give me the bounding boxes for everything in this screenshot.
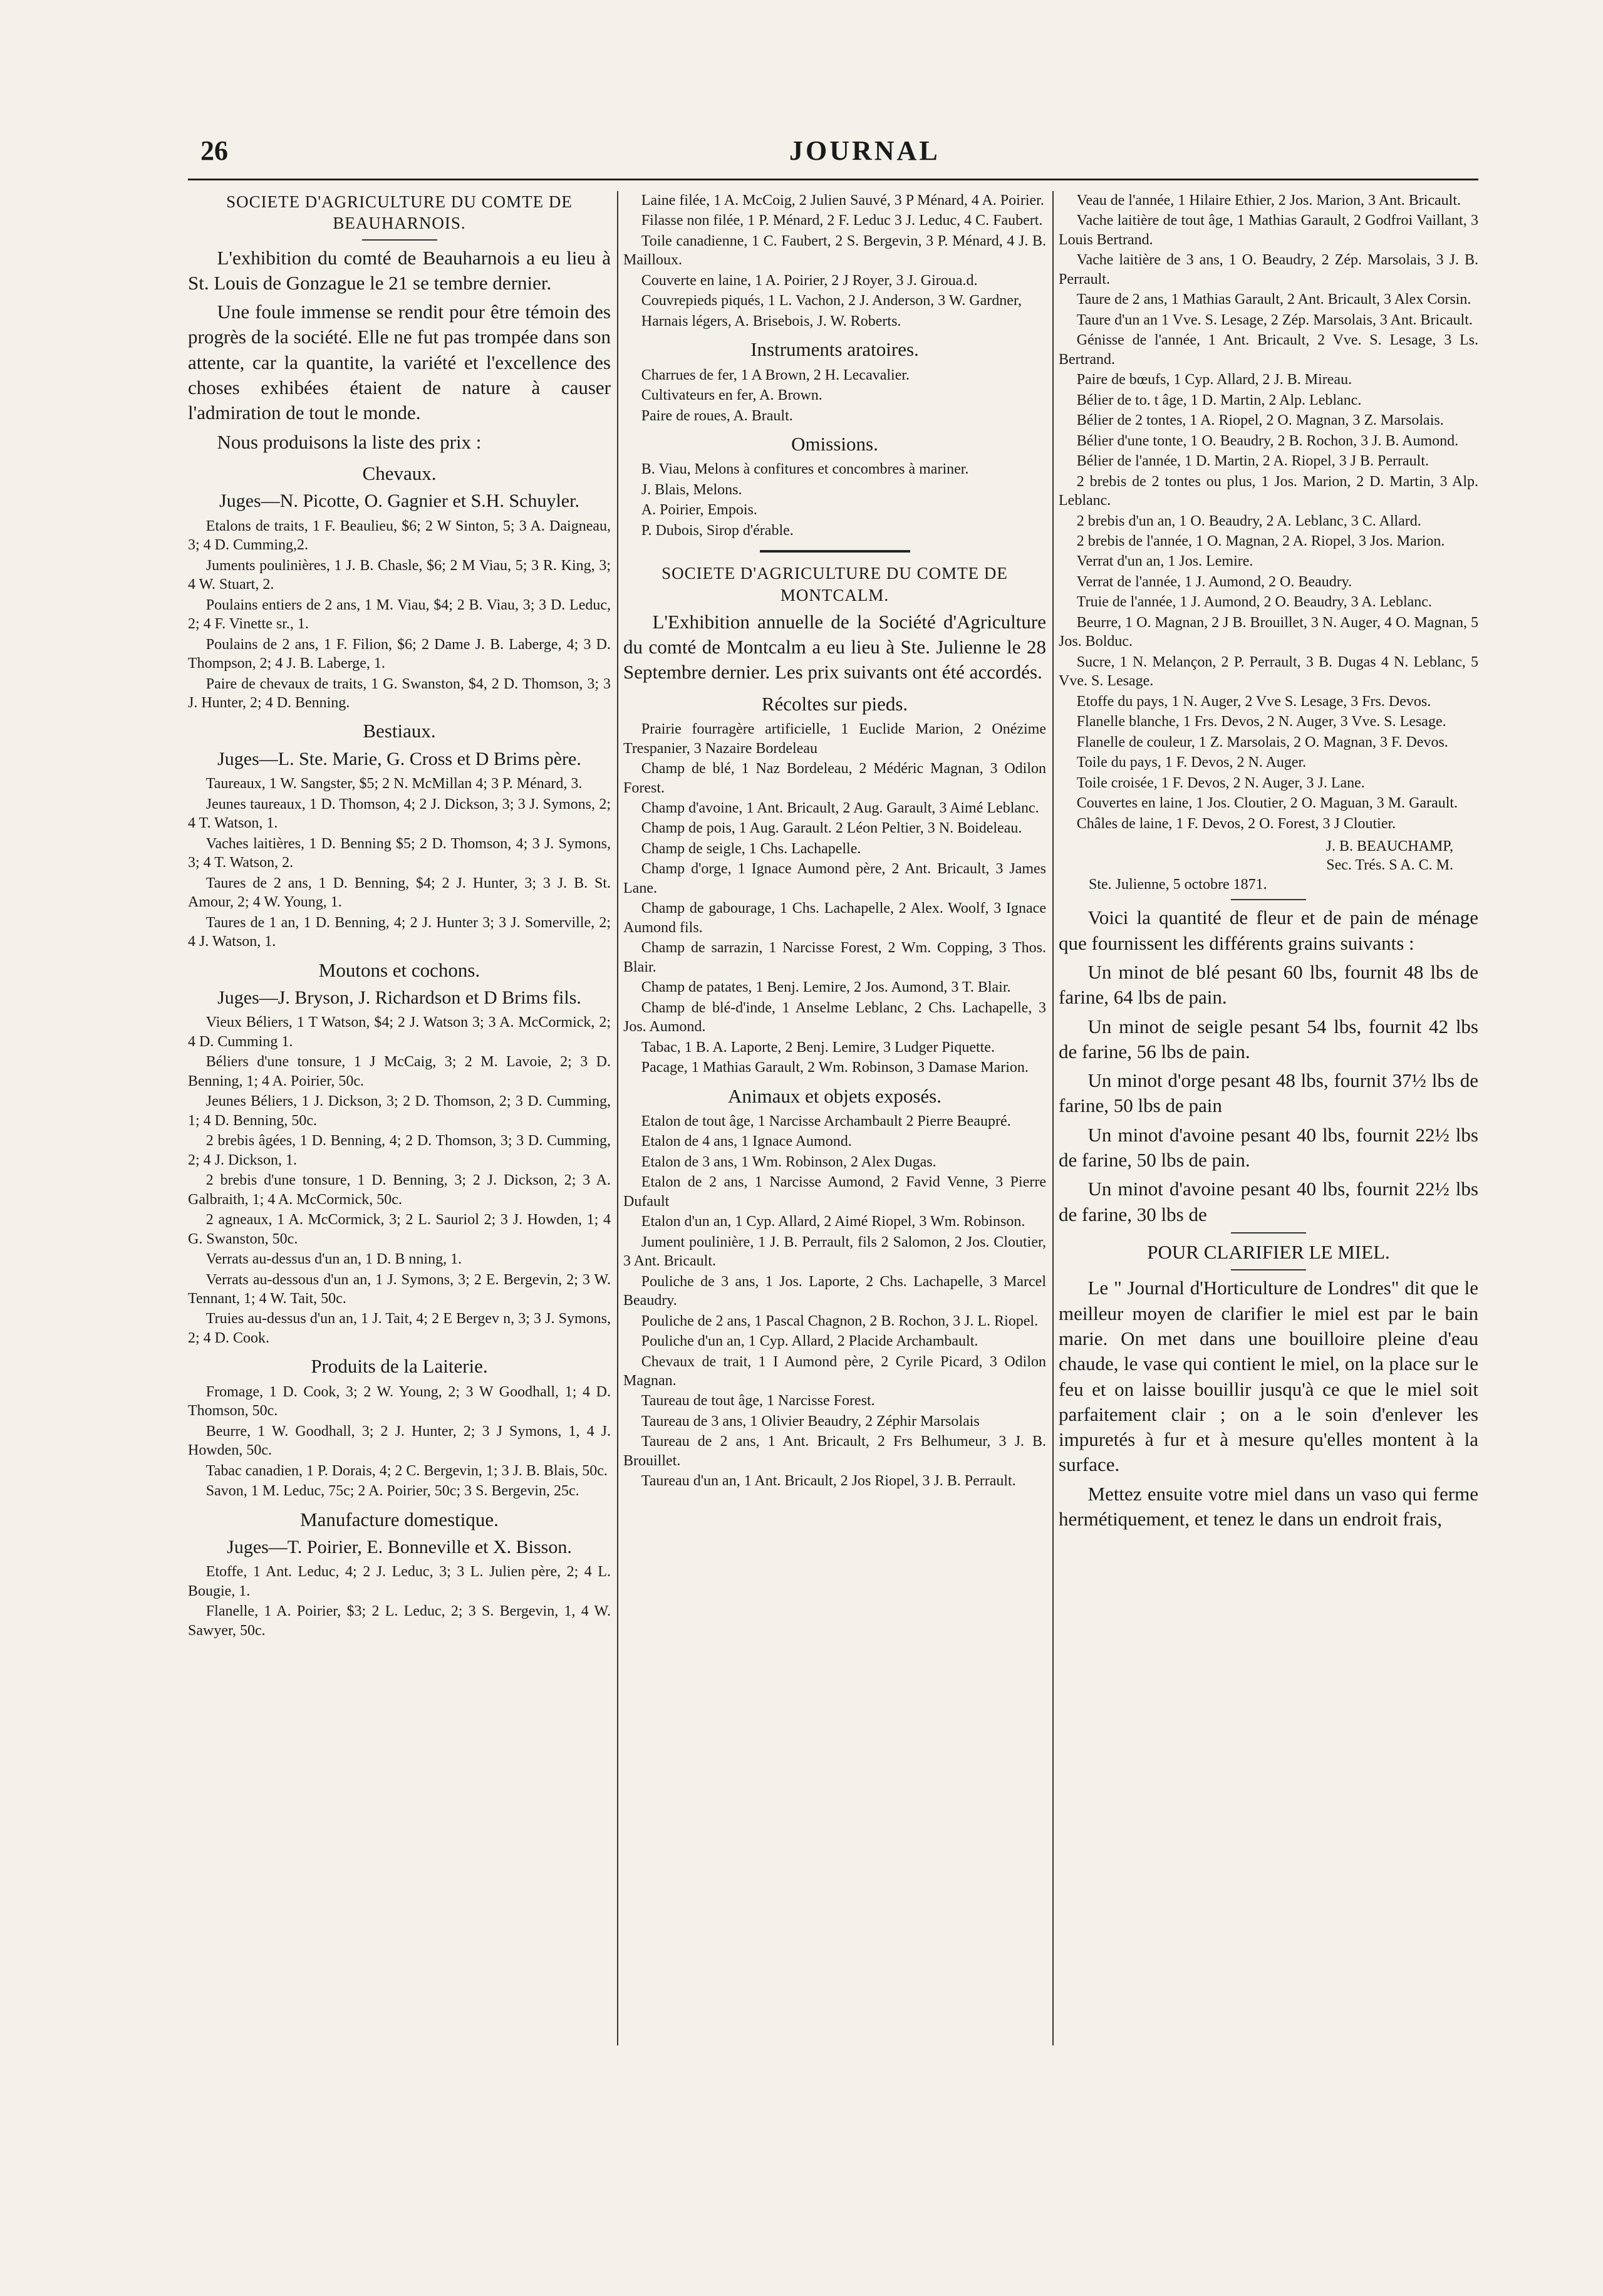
prize-entry: Jeunes Béliers, 1 J. Dickson, 3; 2 D. Thomson, 2; 3 D. Cumming, 1; 4 D. Benning, 50c. <box>188 1093 611 1129</box>
prize-entry: Vache laitière de tout âge, 1 Mathias Garault, 2 Godfroi Vaillant, 3 Louis Bertrand. <box>1059 212 1478 248</box>
prize-entry: Tabac canadien, 1 P. Dorais, 4; 2 C. Bergevin, 1; 3 J. B. Blais, 50c. <box>205 1462 608 1479</box>
prize-entry: Châles de laine, 1 F. Devos, 2 O. Forest, 3 J Cloutier. <box>1076 815 1396 832</box>
prize-entry: Taure d'un an 1 Vve. S. Lesage, 2 Zép. Marsolais, 3 Ant. Bricault. <box>1076 311 1473 328</box>
prize-entry: Verrat de l'année, 1 J. Aumond, 2 O. Beaudry. <box>1076 573 1352 590</box>
prize-entry: Harnais légers, A. Brisebois, J. W. Roberts. <box>641 313 901 330</box>
prize-entry: 2 agneaux, 1 A. McCormick, 3; 2 L. Sauriol 2; 3 J. Howden, 1; 4 G. Swanston, 50c. <box>188 1212 611 1247</box>
prize-entry: Génisse de l'année, 1 Ant. Bricault, 2 Vve. S. Lesage, 3 Ls. Bertrand. <box>1059 332 1478 368</box>
paragraph: Un minot d'orge pesant 48 lbs, fournit 37½ lbs de farine, 50 lbs de pain <box>1059 1069 1478 1117</box>
prize-entry: Bélier de to. t âge, 1 D. Martin, 2 Alp. Leblanc. <box>1076 392 1362 408</box>
prize-entry: Etalon de 2 ans, 1 Narcisse Aumond, 2 Favid Venne, 3 Pierre Dufault <box>623 1174 1046 1210</box>
prize-entry: Etalons de traits, 1 F. Beaulieu, $6; 2 W Sinton, 5; 3 A. Daigneau, 3; 4 D. Cumming,2. <box>188 517 611 554</box>
paragraph: Un minot d'avoine pesant 40 lbs, fournit 22½ lbs de farine, 50 lbs de pain. <box>1059 1123 1478 1171</box>
prize-entry: Juments poulinières, 1 J. B. Chasle, $6; 2 M Viau, 5; 3 R. King, 3; 4 W. Stuart, 2. <box>188 557 611 593</box>
prize-entry: Etalon de 3 ans, 1 Wm. Robinson, 2 Alex Dugas. <box>641 1153 936 1170</box>
prize-entry: Sucre, 1 N. Melançon, 2 P. Perrault, 3 B. Dugas 4 N. Leblanc, 5 Vve. S. Lesage. <box>1059 653 1478 690</box>
prize-entry: Flanelle, 1 A. Poirier, $3; 2 L. Leduc, 2; 3 S. Bergevin, 1, 4 W. Sawyer, 50c. <box>188 1603 611 1639</box>
paragraph: Mettez ensuite votre miel dans un vaso qui ferme hermétiquement, et tenez le dans un endroit frais, <box>1059 1482 1478 1530</box>
prize-entry: Toile croisée, 1 F. Devos, 2 N. Auger, 3 J. Lane. <box>1076 774 1365 791</box>
prize-entry: Champ de blé, 1 Naz Bordeleau, 2 Médéric Magnan, 3 Odilon Forest. <box>623 761 1046 796</box>
section-heading: Produits de la Laiterie. <box>311 1355 488 1378</box>
column-divider <box>1052 191 1054 2045</box>
prize-entry: Pouliche d'un an, 1 Cyp. Allard, 2 Placide Archambault. <box>641 1333 978 1350</box>
column-1 <box>188 191 611 2083</box>
signature-name: J. B. BEAUCHAMP, <box>1325 838 1453 855</box>
section-heading: Bestiaux. <box>363 720 436 742</box>
prize-entry: Etalon de tout âge, 1 Narcisse Archambault 2 Pierre Beaupré. <box>641 1113 1011 1130</box>
prize-entry: Poulains de 2 ans, 1 F. Filion, $6; 2 Dame J. B. Laberge, 4; 3 D. Thompson, 2; 4 J. B. Laberge, 1. <box>188 636 611 672</box>
prize-entry: 2 brebis d'un an, 1 O. Beaudry, 2 A. Leblanc, 3 C. Allard. <box>1076 512 1421 529</box>
prize-entry: Paire de bœufs, 1 Cyp. Allard, 2 J. B. Mireau. <box>1076 371 1352 388</box>
separator <box>1231 1232 1306 1234</box>
prize-entry: Jument poulinière, 1 J. B. Perrault, fils 2 Salomon, 2 Jos. Cloutier, 3 Ant. Bricault. <box>623 1234 1046 1270</box>
prize-entry: Taureau de tout âge, 1 Narcisse Forest. <box>641 1393 875 1410</box>
prize-entry: Etoffe, 1 Ant. Leduc, 4; 2 J. Leduc, 3; 3 L. Julien père, 2; 4 L. Bougie, 1. <box>188 1564 611 1599</box>
prize-entry: Charrues de fer, 1 A Brown, 2 H. Lecavalier. <box>641 366 910 383</box>
section-heading: Omissions. <box>791 433 878 455</box>
prize-entry: Tabac, 1 B. A. Laporte, 2 Benj. Lemire, 3 Ludger Piquette. <box>641 1039 995 1056</box>
column-divider <box>617 191 618 2045</box>
prize-entry: 2 brebis âgées, 1 D. Benning, 4; 2 D. Thomson, 3; 3 D. Cumming, 2; 4 J. Dickson, 1. <box>188 1133 611 1168</box>
prize-entry: Toile canadienne, 1 C. Faubert, 2 S. Bergevin, 3 P. Ménard, 4 J. B. Mailloux. <box>623 232 1046 269</box>
paragraph: Un minot de blé pesant 60 lbs, fournit 48 lbs de farine, 64 lbs de pain. <box>1059 961 1478 1009</box>
prize-entry: Champ de patates, 1 Benj. Lemire, 2 Jos. Aumond, 3 T. Blair. <box>641 979 1011 996</box>
prize-entry: Pouliche de 3 ans, 1 Jos. Laporte, 2 Chs. Lachapelle, 3 Marcel Beaudry. <box>623 1273 1046 1309</box>
separator <box>362 239 437 241</box>
prize-entry: Jeunes taureaux, 1 D. Thomson, 4; 2 J. Dickson, 3; 3 J. Symons, 2; 4 T. Watson, 1. <box>188 796 611 832</box>
prize-entry: Laine filée, 1 A. McCoig, 2 Julien Sauvé, 3 P Ménard, 4 A. Poirier. <box>641 192 1044 209</box>
prize-entry: Poulains entiers de 2 ans, 1 M. Viau, $4; 2 B. Viau, 3; 3 D. Leduc, 2; 4 F. Vinette sr., 1. <box>188 596 611 633</box>
journal-title: JOURNAL <box>789 135 940 166</box>
paragraph: Le " Journal d'Horticulture de Londres" dit que le meilleur moyen de clarifier le miel est par le bain marie. On met dans une bouilloire pleine d'eau chaude, le vase qui contient le miel, on la place sur le feu et on laisse bouillir jusqu'à ce que le miel soit parfaitement clair ; on a le soin d'enlever les impuretés à fur et à mesure qu'elles montent à la surface. <box>1059 1277 1478 1476</box>
prize-entry: Taures de 2 ans, 1 D. Benning, $4; 2 J. Hunter, 3; 3 J. B. St. Amour, 2; 4 W. Young, 1. <box>188 875 611 911</box>
section-heading: Chevaux. <box>362 462 437 484</box>
article-title-miel: POUR CLARIFIER LE MIEL. <box>1147 1240 1390 1263</box>
prize-entry: 2 brebis d'une tonsure, 1 D. Benning, 3; 2 J. Dickson, 2; 3 A. Galbraith, 1; 4 A. McCormick, 50c. <box>188 1172 611 1208</box>
paragraph: Un minot d'avoine pesant 40 lbs, fournit 22½ lbs de farine, 30 lbs de <box>1059 1178 1478 1225</box>
judges-line: Juges—J. Bryson, J. Richardson et D Brims fils. <box>217 987 581 1008</box>
prize-entry: B. Viau, Melons à confitures et concombres à mariner. <box>641 461 969 478</box>
prize-entry: Couverte en laine, 1 A. Poirier, 2 J Royer, 3 J. Giroua.d. <box>641 272 978 289</box>
prize-entry: Veau de l'année, 1 Hilaire Ethier, 2 Jos. Marion, 3 Ant. Bricault. <box>1076 192 1461 209</box>
paragraph: Une foule immense se rendit pour être témoin des progrès de la société. Elle ne fut pas trompée dans son attente, car la quantite, la variété et l'excellence des choses exhibées étaient de nature à causer l'admiration de tout le monde. <box>188 301 611 424</box>
prize-entry: Flanelle de couleur, 1 Z. Marsolais, 2 O. Magnan, 3 F. Devos. <box>1076 734 1448 751</box>
prize-entry: Truies au-dessus d'un an, 1 J. Tait, 4; 2 E Bergev n, 3; 3 J. Symons, 2; 4 D. Cook. <box>188 1311 611 1346</box>
prize-entry: Champ de sarrazin, 1 Narcisse Forest, 2 Wm. Copping, 3 Thos. Blair. <box>623 940 1046 975</box>
prize-entry: Fromage, 1 D. Cook, 3; 2 W. Young, 2; 3 W Goodhall, 1; 4 D. Thomson, 50c. <box>188 1383 611 1420</box>
prize-entry: Taures de 1 an, 1 D. Benning, 4; 2 J. Hunter 3; 3 J. Somerville, 2; 4 J. Watson, 1. <box>188 914 611 950</box>
section-heading: Moutons et cochons. <box>318 958 480 981</box>
prize-entry: Champ de seigle, 1 Chs. Lachapelle. <box>641 840 861 857</box>
prize-entry: Taureau d'un an, 1 Ant. Bricault, 2 Jos Riopel, 3 J. B. Perrault. <box>641 1473 1016 1490</box>
society-title-montcalm: SOCIETE D'AGRICULTURE DU COMTE DE MONTCALM. <box>661 564 1008 605</box>
prize-entry: Beurre, 1 O. Magnan, 2 J B. Brouillet, 3 N. Auger, 4 O. Magnan, 5 Jos. Bolduc. <box>1059 614 1478 650</box>
column-2 <box>623 191 1046 2083</box>
prize-entry: Taureaux, 1 W. Sangster, $5; 2 N. McMillan 4; 3 P. Ménard, 3. <box>205 776 583 792</box>
column-3 <box>1059 191 1478 2083</box>
signature-title: Sec. Trés. S A. C. M. <box>1326 857 1453 874</box>
prize-entry: Filasse non filée, 1 P. Ménard, 2 F. Leduc 3 J. Leduc, 4 C. Faubert. <box>641 212 1043 229</box>
section-heading: Manufacture domestique. <box>300 1508 499 1530</box>
prize-entry: Couvertes en laine, 1 Jos. Cloutier, 2 O. Maguan, 3 M. Garault. <box>1076 795 1458 812</box>
header-rule <box>188 179 1478 180</box>
prize-entry: Champ de blé-d'inde, 1 Anselme Leblanc, 2 Chs. Lachapelle, 3 Jos. Aumond. <box>623 999 1046 1036</box>
judges-line: Juges—L. Ste. Marie, G. Cross et D Brims père. <box>217 748 581 769</box>
prize-entry: Champ de pois, 1 Aug. Garault. 2 Léon Peltier, 3 N. Boideleau. <box>641 820 1022 837</box>
prize-entry: Bélier d'une tonte, 1 O. Beaudry, 2 B. Rochon, 3 J. B. Aumond. <box>1076 432 1459 449</box>
prize-entry: A. Poirier, Empois. <box>641 502 757 519</box>
prize-entry: Etalon d'un an, 1 Cyp. Allard, 2 Aimé Riopel, 3 Wm. Robinson. <box>641 1213 1025 1230</box>
prize-entry: Etoffe du pays, 1 N. Auger, 2 Vve S. Lesage, 3 Frs. Devos. <box>1076 693 1431 710</box>
paragraph: L'exhibition du comté de Beauharnois a eu lieu à St. Louis de Gonzague le 21 se tembre dernier. <box>188 246 611 294</box>
prize-entry: Beurre, 1 W. Goodhall, 3; 2 J. Hunter, 2; 3 J Symons, 1, 4 J. Howden, 50c. <box>188 1423 611 1459</box>
page-number: 26 <box>200 135 228 166</box>
prize-entry: Couvrepieds piqués, 1 L. Vachon, 2 J. Anderson, 3 W. Gardner, <box>641 293 1022 309</box>
prize-entry: Flanelle blanche, 1 Frs. Devos, 2 N. Auger, 3 Vve. S. Lesage. <box>1076 714 1446 730</box>
prize-entry: Béliers d'une tonsure, 1 J McCaig, 3; 2 M. Lavoie, 2; 3 D. Benning, 1; 4 A. Poirier, 50c. <box>188 1054 611 1089</box>
judges-line: Juges—N. Picotte, O. Gagnier et S.H. Schuyler. <box>219 491 579 512</box>
prize-entry: Savon, 1 M. Leduc, 75c; 2 A. Poirier, 50c; 3 S. Bergevin, 25c. <box>205 1483 579 1500</box>
prize-entry: Pouliche de 2 ans, 1 Pascal Chagnon, 2 B. Rochon, 3 J. L. Riopel. <box>641 1312 1039 1329</box>
prize-entry: Chevaux de trait, 1 I Aumond père, 2 Cyrile Picard, 3 Odilon Magnan. <box>623 1353 1046 1389</box>
prize-entry: Cultivateurs en fer, A. Brown. <box>641 387 822 404</box>
paragraph: Un minot de seigle pesant 54 lbs, fournit 42 lbs de farine, 56 lbs de pain. <box>1059 1015 1478 1062</box>
prize-entry: Verrats au-dessous d'un an, 1 J. Symons, 3; 2 E. Bergevin, 2; 3 W. Tennant, 1; 4 W. Tait, 50c. <box>188 1271 611 1307</box>
prize-entry: Vache laitière de 3 ans, 1 O. Beaudry, 2 Zép. Marsolais, 3 J. B. Perrault. <box>1059 252 1478 288</box>
prize-entry: Champ d'orge, 1 Ignace Aumond père, 2 Ant. Bricault, 3 James Lane. <box>623 861 1046 896</box>
paragraph: Nous produisons la liste des prix : <box>217 430 482 453</box>
section-heading: Récoltes sur pieds. <box>761 692 908 715</box>
paragraph: Voici la quantité de fleur et de pain de ménage que fournissent les différents grains suivants : <box>1059 906 1478 954</box>
prize-entry: Champ de gabourage, 1 Chs. Lachapelle, 2 Alex. Woolf, 3 Ignace Aumond fils. <box>623 900 1046 936</box>
prize-entry: Pacage, 1 Mathias Garault, 2 Wm. Robinson, 3 Damase Marion. <box>641 1059 1029 1076</box>
prize-entry: Prairie fourragère artificielle, 1 Euclide Marion, 2 Onézime Trespanier, 3 Nazaire Bordeleau <box>623 721 1046 757</box>
section-heading: Animaux et objets exposés. <box>728 1084 942 1107</box>
section-heading: Instruments aratoires. <box>750 338 919 361</box>
prize-entry: Paire de chevaux de traits, 1 G. Swanston, $4, 2 D. Thomson, 3; 3 J. Hunter, 2; 4 D. Benning. <box>188 675 611 712</box>
separator <box>1231 899 1306 900</box>
place-date: Ste. Julienne, 5 octobre 1871. <box>1089 876 1267 893</box>
prize-entry: Vieux Béliers, 1 T Watson, $4; 2 J. Watson 3; 3 A. McCormick, 2; 4 D. Cumming 1. <box>188 1014 611 1050</box>
prize-entry: Truie de l'année, 1 J. Aumond, 2 O. Beaudry, 3 A. Leblanc. <box>1076 594 1432 611</box>
prize-entry: Bélier de l'année, 1 D. Martin, 2 A. Riopel, 3 J B. Perrault. <box>1076 453 1429 470</box>
separator <box>1231 1269 1306 1270</box>
separator <box>760 550 910 553</box>
prize-entry: Vaches laitières, 1 D. Benning $5; 2 D. Thomson, 4; 3 J. Symons, 3; 4 T. Watson, 2. <box>188 835 611 871</box>
prize-entry: 2 brebis de 2 tontes ou plus, 1 Jos. Marion, 2 D. Martin, 3 Alp. Leblanc. <box>1059 473 1478 509</box>
page-header <box>200 135 1472 172</box>
prize-entry: Etalon de 4 ans, 1 Ignace Aumond. <box>641 1133 852 1150</box>
prize-entry: Bélier de 2 tontes, 1 A. Riopel, 2 O. Magnan, 3 Z. Marsolais. <box>1076 412 1444 429</box>
prize-entry: Verrats au-dessus d'un an, 1 D. B nning, 1. <box>205 1251 462 1268</box>
prize-entry: Paire de roues, A. Brault. <box>641 407 793 424</box>
prize-entry: J. Blais, Melons. <box>641 481 742 498</box>
prize-entry: 2 brebis de l'année, 1 O. Magnan, 2 A. Riopel, 3 Jos. Marion. <box>1076 532 1445 549</box>
prize-entry: Champ d'avoine, 1 Ant. Bricault, 2 Aug. Garault, 3 Aimé Leblanc. <box>641 799 1039 816</box>
society-title-beauharnois: SOCIETE D'AGRICULTURE DU COMTE DE BEAUHARNOIS. <box>226 192 573 233</box>
prize-entry: P. Dubois, Sirop d'érable. <box>641 522 794 539</box>
judges-line: Juges—T. Poirier, E. Bonneville et X. Bisson. <box>227 1536 572 1557</box>
prize-entry: Taureau de 2 ans, 1 Ant. Bricault, 2 Frs Belhumeur, 3 J. B. Brouillet. <box>623 1433 1046 1469</box>
prize-entry: Taureau de 3 ans, 1 Olivier Beaudry, 2 Zéphir Marsolais <box>641 1413 980 1430</box>
prize-entry: Taure de 2 ans, 1 Mathias Garault, 2 Ant. Bricault, 3 Alex Corsin. <box>1076 291 1471 308</box>
prize-entry: Verrat d'un an, 1 Jos. Lemire. <box>1076 553 1253 570</box>
prize-entry: Toile du pays, 1 F. Devos, 2 N. Auger. <box>1076 754 1307 771</box>
paragraph: L'Exhibition annuelle de la Société d'Agriculture du comté de Montcalm a eu lieu à Ste. Julienne le 28 Septembre dernier. Les prix suivants ont été accordés. <box>623 610 1046 683</box>
